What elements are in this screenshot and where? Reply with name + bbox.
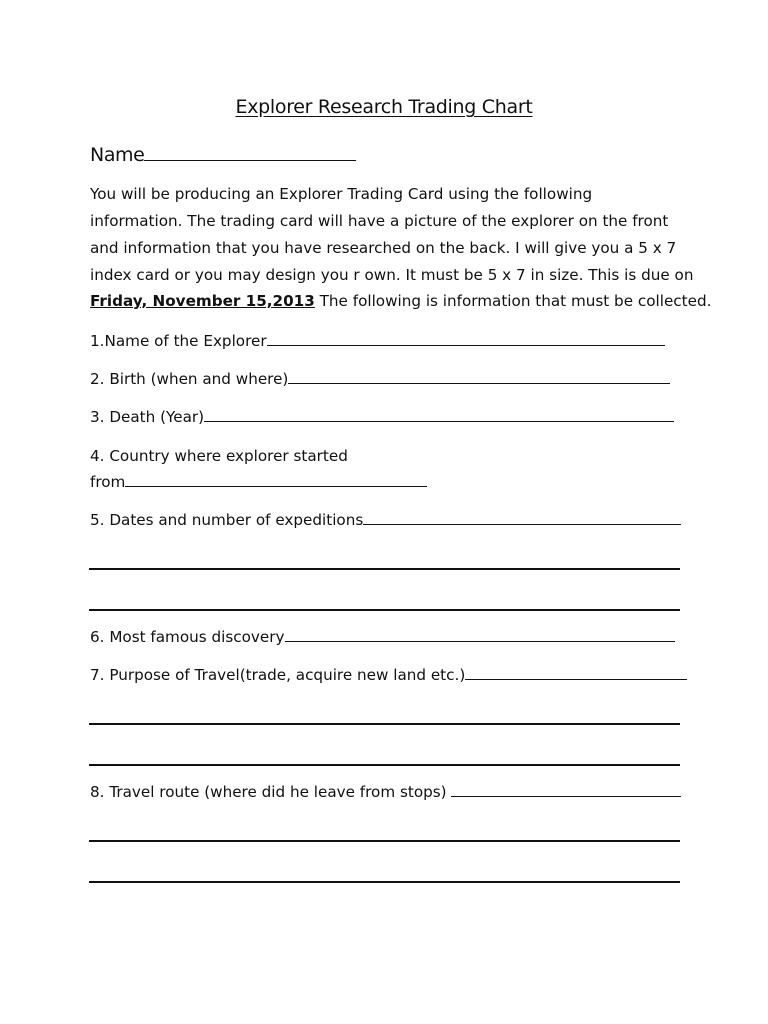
question-3-label: 3. Death (Year)	[90, 408, 205, 426]
question-4-label: 4. Country where explorer started	[90, 447, 348, 465]
answer-rule[interactable]	[89, 840, 680, 842]
page-title: Explorer Research Trading Chart	[235, 96, 533, 118]
question-5	[90, 510, 681, 530]
question-4	[90, 446, 348, 466]
question-6-answer-line[interactable]	[285, 627, 675, 642]
question-7-label: 7. Purpose of Travel(trade, acquire new land etc.)	[90, 666, 466, 684]
question-4-label-continued: from	[90, 473, 126, 491]
instructions-line	[90, 288, 712, 315]
question-8-label: 8. Travel route (where did he leave from stops)	[90, 783, 452, 801]
due-date: Friday, November 15,2013	[90, 292, 315, 310]
instructions-line: and information that you have researched on the back. I will give you a 5 x 7	[90, 239, 677, 257]
answer-rule[interactable]	[89, 881, 680, 883]
question-1	[90, 331, 665, 351]
question-3	[90, 407, 674, 427]
question-2-label: 2. Birth (when and where)	[90, 370, 289, 388]
question-2	[90, 369, 670, 389]
answer-rule[interactable]	[89, 568, 680, 570]
question-4-continued	[90, 472, 427, 492]
question-8-answer-line[interactable]	[451, 782, 681, 797]
instructions-line-rest: The following is information that must be collected.	[314, 292, 712, 310]
name-blank-line[interactable]	[144, 142, 356, 161]
question-4-answer-line[interactable]	[125, 472, 427, 487]
instructions-line: index card or you may design you r own. It must be 5 x 7 in size. This is due on	[90, 266, 694, 284]
instructions-line: You will be producing an Explorer Trading Card using the following	[90, 185, 593, 203]
answer-rule[interactable]	[89, 609, 680, 611]
name-field-row	[90, 142, 356, 166]
question-2-answer-line[interactable]	[288, 369, 670, 384]
question-1-label: 1.Name of the Explorer	[90, 332, 267, 350]
question-5-answer-line[interactable]	[363, 510, 681, 525]
question-8	[90, 782, 681, 802]
answer-rule[interactable]	[89, 723, 680, 725]
question-6	[90, 627, 675, 647]
instructions-paragraph	[90, 181, 712, 315]
name-label: Name	[90, 144, 145, 166]
instructions-line: information. The trading card will have a picture of the explorer on the front	[90, 212, 669, 230]
question-7-answer-line[interactable]	[465, 665, 687, 680]
question-6-label: 6. Most famous discovery	[90, 628, 285, 646]
question-3-answer-line[interactable]	[204, 407, 674, 422]
question-5-label: 5. Dates and number of expeditions	[90, 511, 364, 529]
question-7	[90, 665, 687, 685]
question-1-answer-line[interactable]	[267, 331, 665, 346]
answer-rule[interactable]	[89, 764, 680, 766]
